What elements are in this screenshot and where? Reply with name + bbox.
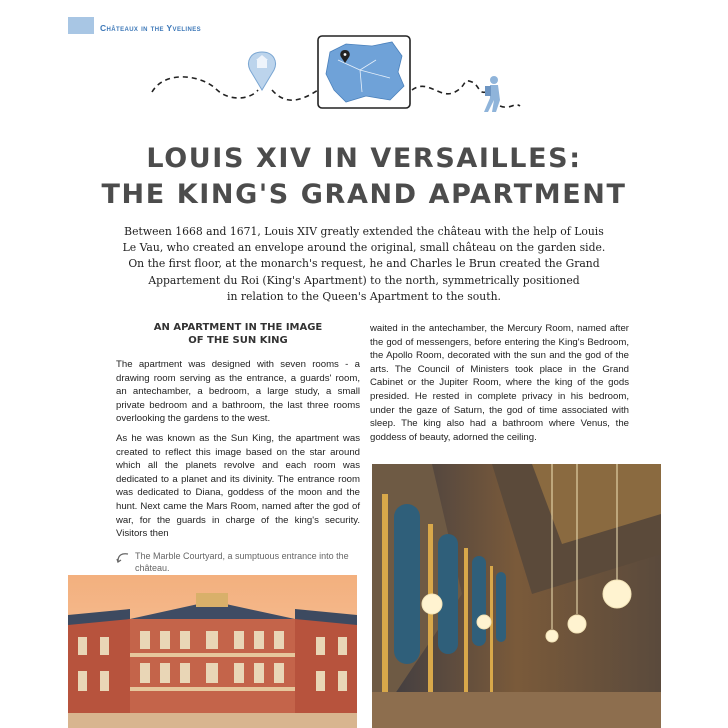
intro-paragraph (116, 224, 612, 305)
intro-line: On the first floor, at the monarch's request, he and Charles le Brun created the Grand (128, 257, 600, 271)
body-paragraph: waited in the antechamber, the Mercury Room, named after the god of messengers, before entering the King's Bedroom, the Apollo Room, decorated with the sun and the god of the arts. The Council of Ministers took place in the Grand Cabinet or the Jupiter Room, where the king of the gods presided. He rested in complete privacy in his bedroom, under the gaze of Saturn, the god of time associated with sleep. The king also had a bathroom where Venus, the goddess of beauty, adorned the ceiling. (370, 323, 629, 443)
body-paragraph: As he was known as the Sun King, the apartment was created to reflect this image based on the star around which all the planets revolve and each room was dedicated to a planet and its divinity. The entrance room was dedicated to Diana, goddess of the moon and the hunt. Next came the Mars Room, named after the god of war, for the guards in charge of the king's security. Visitors then (116, 432, 360, 540)
left-column (116, 358, 360, 547)
hall-of-mirrors-photo (372, 464, 661, 728)
map-pin-icon (249, 52, 276, 90)
intro-line: Between 1668 and 1671, Louis XIV greatly extended the château with the help of Louis (124, 225, 604, 238)
section-subheading (116, 321, 360, 347)
section-header: Châteaux in the Yvelines (100, 23, 202, 33)
marble-courtyard-photo (68, 575, 357, 728)
hiker-icon (484, 76, 500, 112)
intro-line: Le Vau, who created an envelope around the original, small château on the garden side. (122, 241, 606, 255)
route-illustration (0, 30, 728, 122)
article-title-line1: LOUIS XIV IN VERSAILLES: (146, 143, 582, 174)
intro-line: Appartement du Roi (King's Apartment) to the north, symmetrically positioned (148, 273, 580, 287)
photo-caption: The Marble Courtyard, a sumptuous entrance into the château. (135, 551, 349, 573)
subheading-line1: AN APARTMENT IN THE IMAGE (153, 322, 323, 333)
region-map-icon (318, 36, 410, 108)
article-title-line2: THE KING'S GRAND APARTMENT (101, 179, 627, 210)
caption-arrow-icon (116, 551, 130, 563)
intro-line: in relation to the Queen's Apartment to the south. (227, 289, 501, 303)
subheading-line2: OF THE SUN KING (188, 335, 288, 346)
right-column (370, 322, 629, 450)
body-paragraph: The apartment was designed with seven rooms - a drawing room serving as the entrance, a guards' room, an antechamber, a bedroom, a large study, a small private bedroom and a bathroom, the last three rooms overlooking the gardens to the west. (116, 359, 360, 425)
